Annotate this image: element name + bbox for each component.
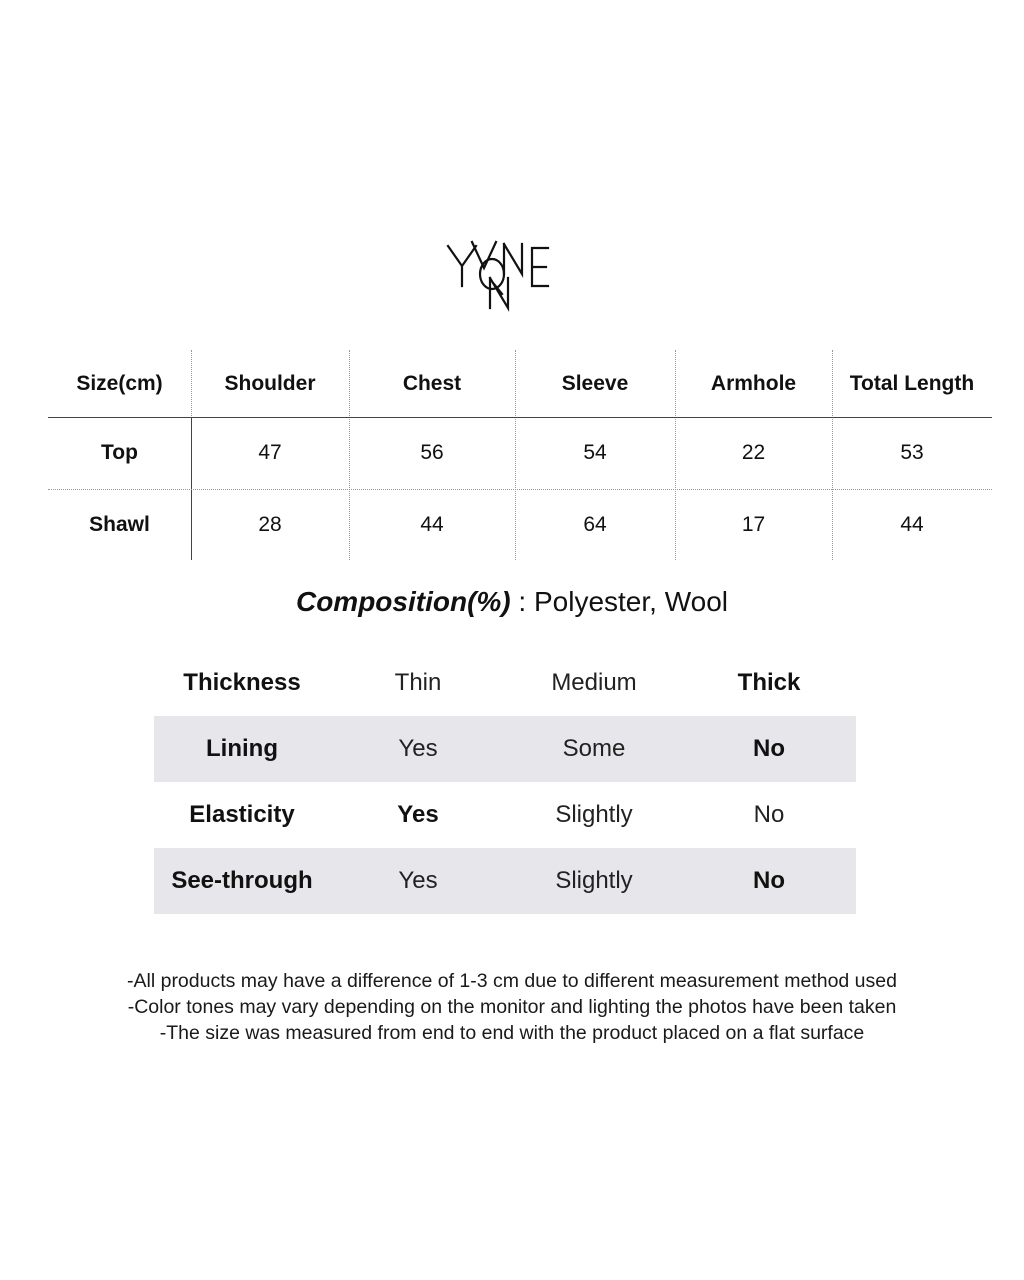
disclaimer-notes bbox=[0, 968, 1024, 1046]
row-divider bbox=[48, 489, 992, 490]
composition-label: Composition(%) bbox=[295, 586, 511, 617]
top-chest-value: 56 bbox=[420, 441, 444, 464]
header-shoulder: Shoulder bbox=[224, 372, 316, 395]
composition-line bbox=[0, 580, 1024, 624]
header-total-length: Total Length bbox=[849, 372, 975, 395]
composition-value: Polyester, Wool bbox=[533, 586, 728, 617]
note-line: -All products may have a difference of 1-3 cm due to different measurement method used bbox=[127, 970, 897, 992]
header-armhole: Armhole bbox=[710, 372, 797, 395]
shawl-chest-value: 44 bbox=[420, 513, 444, 536]
composition-separator: : bbox=[510, 586, 534, 617]
attribute-option: Slightly bbox=[555, 867, 633, 894]
attribute-option: Slightly bbox=[555, 801, 633, 828]
attribute-option: Some bbox=[562, 735, 626, 762]
shawl-total-length-value: 44 bbox=[900, 513, 924, 536]
attribute-option: Medium bbox=[551, 669, 637, 696]
note-line: -Color tones may vary depending on the monitor and lighting the photos have been taken bbox=[127, 996, 897, 1018]
size-table bbox=[0, 0, 1024, 580]
attribute-option: No bbox=[753, 801, 785, 828]
attribute-option-selected: Thick bbox=[737, 669, 801, 696]
attribute-row-elasticity bbox=[154, 782, 856, 848]
shawl-sleeve-value: 64 bbox=[583, 513, 607, 536]
row-label-top: Top bbox=[101, 441, 138, 464]
attribute-row-see-through bbox=[154, 848, 856, 914]
top-shoulder-value: 47 bbox=[258, 441, 282, 464]
attribute-label: Elasticity bbox=[189, 801, 295, 828]
row-label-shawl: Shawl bbox=[89, 513, 150, 536]
attribute-label: Thickness bbox=[183, 669, 301, 696]
attribute-option: Yes bbox=[398, 735, 438, 762]
top-armhole-value: 22 bbox=[741, 441, 766, 464]
header-sleeve: Sleeve bbox=[561, 372, 629, 395]
attribute-option-selected: No bbox=[753, 867, 785, 894]
attribute-option-selected: Yes bbox=[397, 801, 439, 828]
note-line: -The size was measured from end to end with the product placed on a flat surface bbox=[159, 1022, 865, 1044]
shawl-shoulder-value: 28 bbox=[258, 513, 282, 536]
attribute-row-thickness bbox=[154, 650, 856, 716]
header-size-cm: Size(cm) bbox=[76, 372, 163, 395]
header-chest: Chest bbox=[402, 372, 462, 395]
top-sleeve-value: 54 bbox=[583, 441, 607, 464]
attribute-option-selected: No bbox=[753, 735, 785, 762]
attribute-row-lining bbox=[154, 716, 856, 782]
attribute-label: Lining bbox=[206, 735, 278, 762]
attribute-option: Thin bbox=[394, 669, 442, 696]
top-total-length-value: 53 bbox=[900, 441, 924, 464]
header-underline bbox=[48, 417, 992, 418]
attribute-option: Yes bbox=[398, 867, 438, 894]
attribute-label: See-through bbox=[171, 867, 313, 894]
shawl-armhole-value: 17 bbox=[741, 513, 766, 536]
